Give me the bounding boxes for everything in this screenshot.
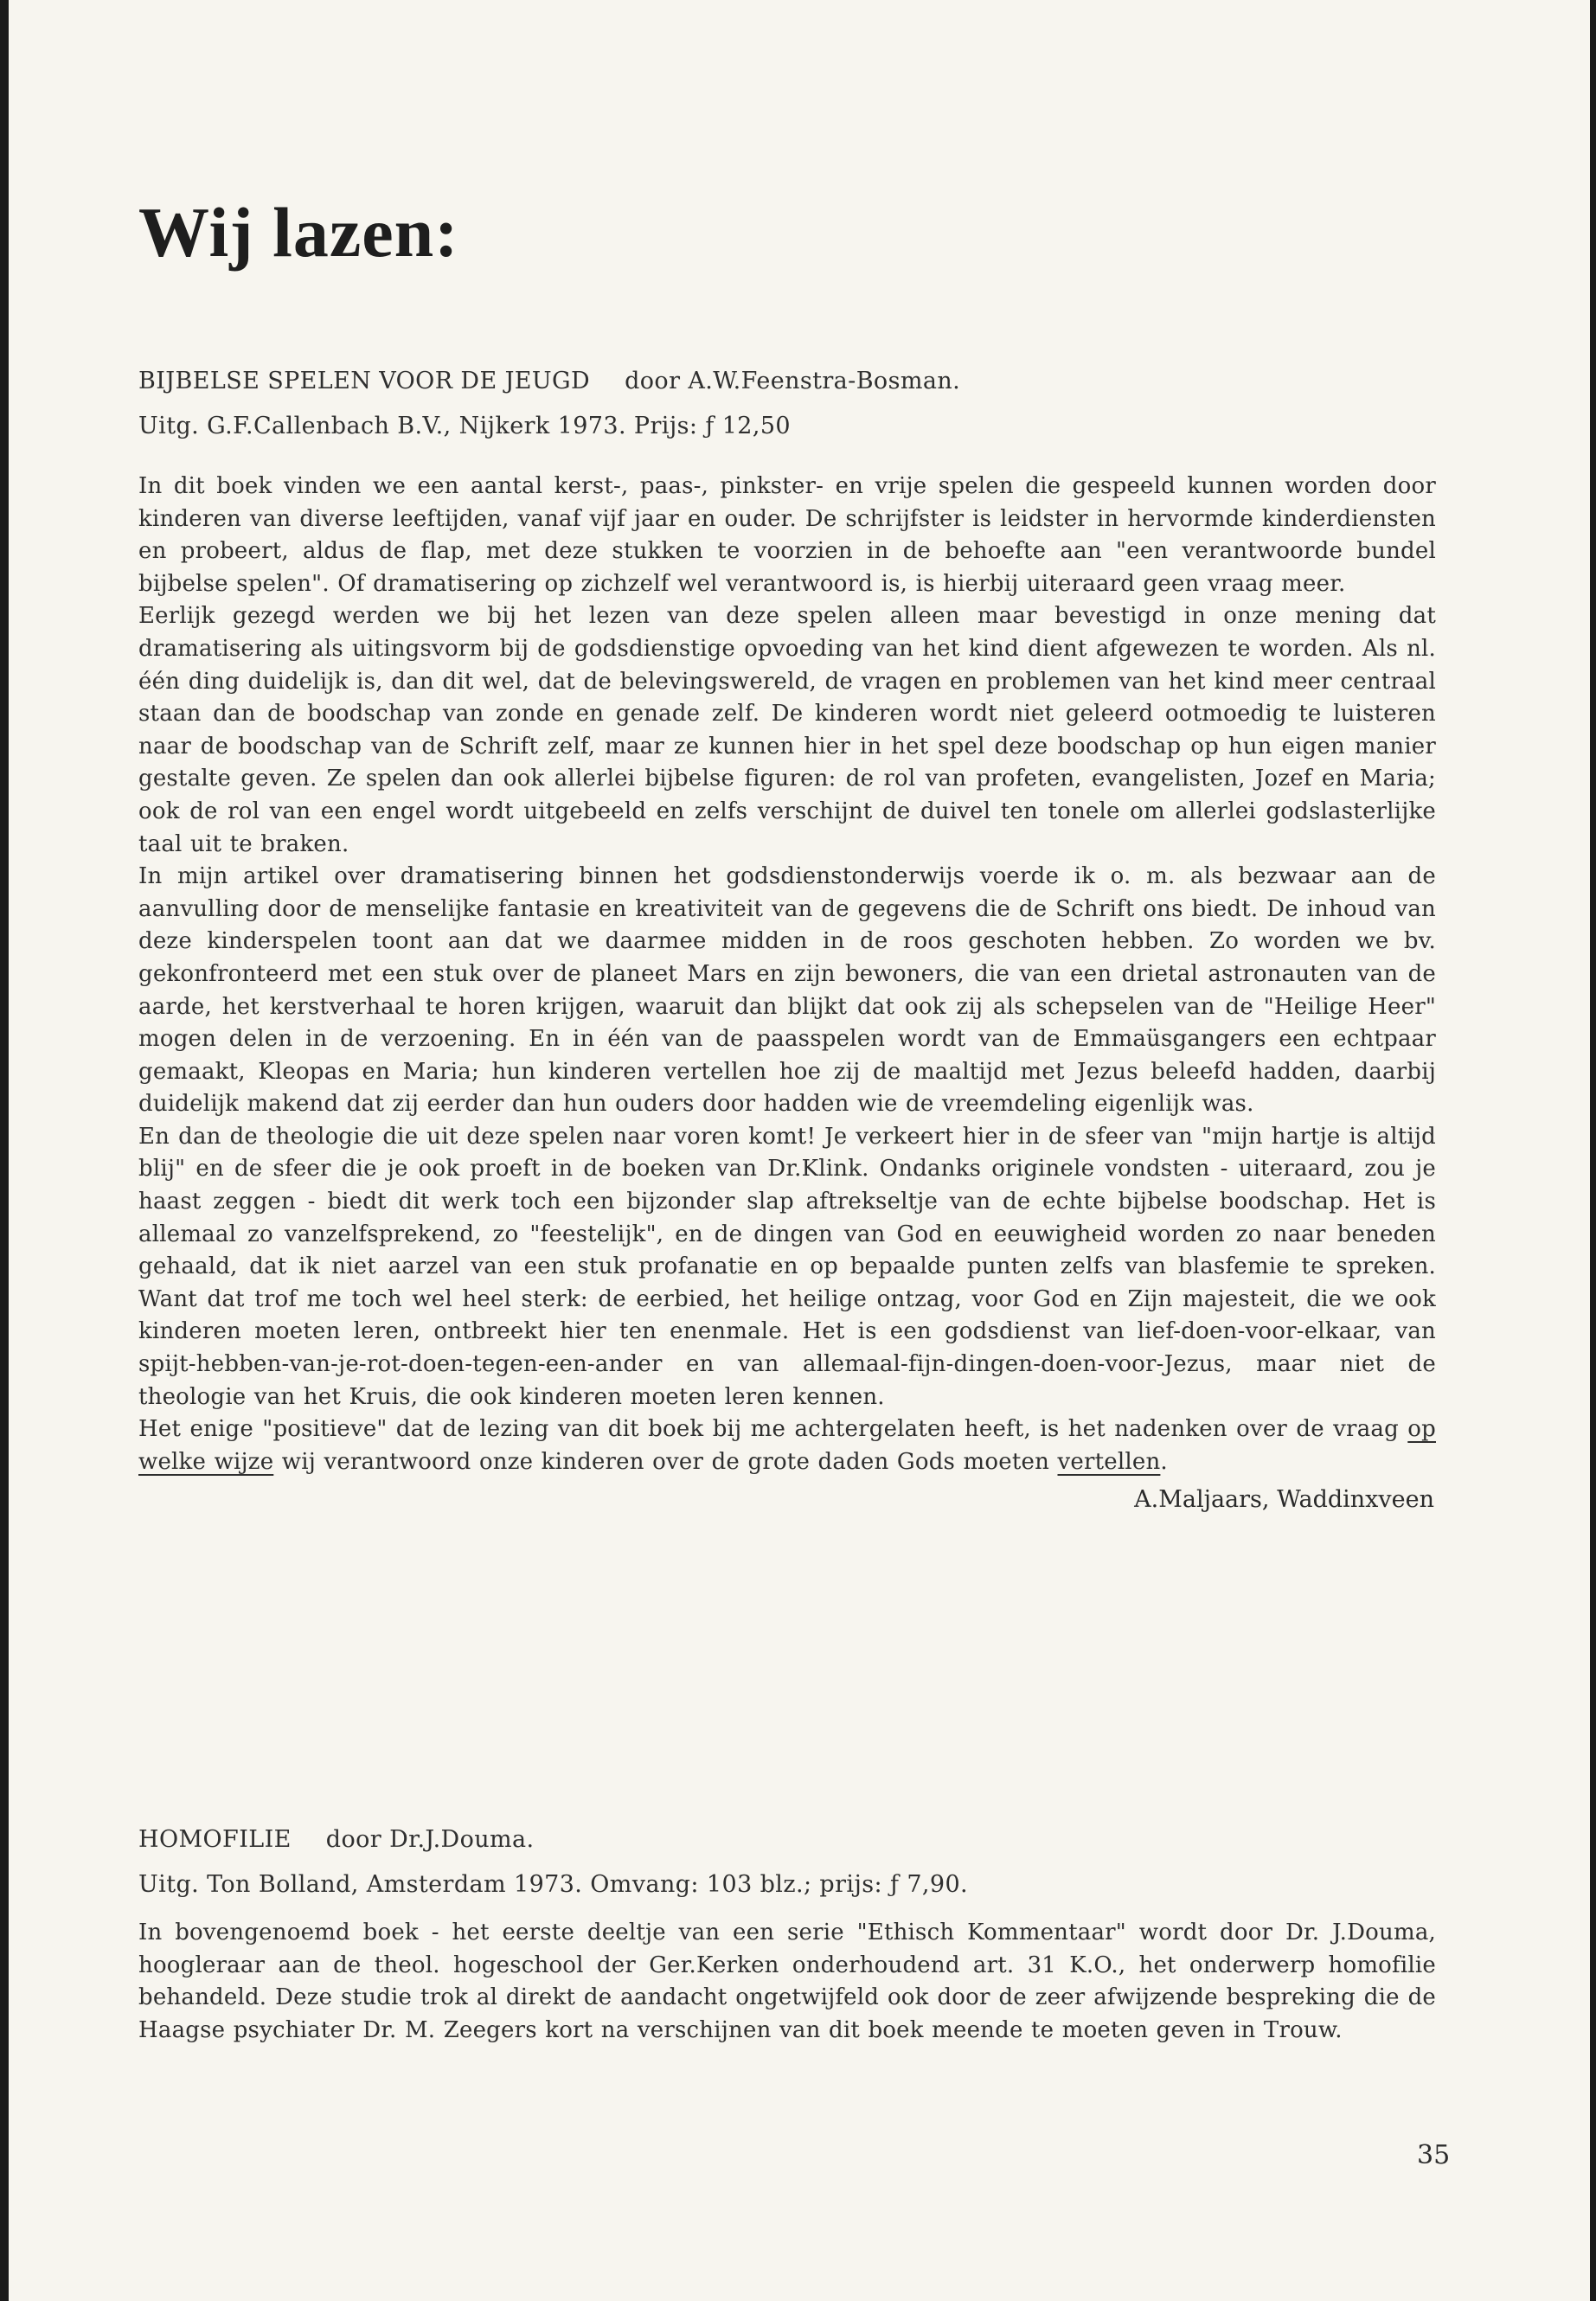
review-bijbelse-spelen: [138, 367, 1436, 1516]
review-paragraph: In bovengenoemd boek - het eerste deeltje van een serie "Ethisch Kommentaar" wordt door Dr. J.Douma, hoogleraar aan de theol. hogeschool der Ger.Kerken onderhoudend art. 31 K.O., het onderwerp homofilie behandeld. Deze studie trok al direkt de aandacht ongetwijfeld ook door de zeer afwijzende bespreking die de Haagse psychiater Dr. M. Zeegers kort na verschijnen van dit boek meende te moeten geven in Trouw.: [138, 1920, 1436, 2043]
book-author: door A.W.Feenstra-Bosman.: [625, 368, 961, 394]
underlined-phrase: vertellen: [1057, 1448, 1161, 1475]
underlined-phrase: op welke wijze: [138, 1416, 1436, 1475]
book-publisher: Uitg. G.F.Callenbach B.V., Nijkerk 1973. Prijs: ƒ 12,50: [138, 413, 791, 439]
review-paragraph: En dan de theologie die uit deze spelen naar voren komt! Je verkeert hier in de sfeer van "mijn hartje is altijd blij" en de sfeer die je ook proeft in de boeken van Dr.Klink. Ondanks originele vondsten - uiteraard, zou je haast zeggen - biedt dit werk toch een bijzonder slap aftrekseltje van de echte bijbelse boodschap. Het is allemaal zo vanzelfsprekend, zo "feestelijk", en de dingen van God en eeuwigheid worden zo naar beneden gehaald, dat ik niet aarzel van een stuk profanatie en op bepaalde punten zelfs van blasfemie te spreken. Want dat trof me toch wel heel sterk: de eerbied, het heilige ontzag, voor God en Zijn majesteit, die we ook kinderen moeten leren, ontbreekt hier ten enenmale. Het is een godsdienst van lief-doen-voor-elkaar, van spijt-hebben-van-je-rot-doen-tegen-een-ander en van allemaal-fijn-dingen-doen-voor-Jezus, maar niet de theologie van het Kruis, die ook kinderen moeten leren kennen.: [138, 1123, 1436, 1410]
review-signature: A.Maljaars, Waddinxveen: [1134, 1486, 1434, 1514]
book-title: HOMOFILIE: [138, 1826, 292, 1853]
closing-text: wij verantwoord onze kinderen over de grote daden Gods moeten: [273, 1448, 1058, 1475]
page: [9, 0, 1590, 2301]
review-paragraph: In mijn artikel over dramatisering binnen het godsdienstonderwijs voerde ik o. m. als bezwaar aan de aanvulling door de menselijke fantasie en kreativiteit van de gegevens die de Schrift ons biedt. De inhoud van deze kinderspelen toont aan dat we daarmee midden in de roos geschoten hebben. Zo worden we bv. gekonfronteerd met een stuk over de planeet Mars en zijn bewoners, die van een drietal astronauten van de aarde, het kerstverhaal te horen krijgen, waaruit dan blijkt dat ook zij als schepselen van de "Heilige Heer" mogen delen in de verzoening. En in één van de paasspelen wordt van de Emmaüsgangers een echtpaar gemaakt, Kleopas en Maria; hun kinderen vertellen hoe zij de maaltijd met Jezus beleefd hadden, daarbij duidelijk makend dat zij eerder dan hun ouders door hadden wie de vreemdeling eigenlijk was.: [138, 863, 1436, 1118]
page-title: Wij lazen:: [138, 193, 459, 272]
book-publisher: Uitg. Ton Bolland, Amsterdam 1973. Omvang: 103 blz.; prijs: ƒ 7,90.: [138, 1871, 969, 1898]
closing-text: Het enige "positieve" dat de lezing van dit boek bij me achtergelaten heeft, is het nadenken over de vraag: [138, 1416, 1408, 1443]
review-closing-paragraph: [138, 1413, 1436, 1478]
book-author: door Dr.J.Douma.: [325, 1826, 535, 1853]
review-homofilie: [138, 1825, 1436, 2047]
page-number: 35: [1417, 2140, 1451, 2170]
review-heading: [138, 1825, 1436, 1855]
review-heading: [138, 367, 1436, 396]
review-paragraph: Eerlijk gezegd werden we bij het lezen van deze spelen alleen maar bevestigd in onze mening dat dramatisering als uitingsvorm bij de godsdienstige opvoeding van het kind dient afgewezen te worden. Als nl. één ding duidelijk is, dan dit wel, dat de belevingswereld, de vragen en problemen van het kind meer centraal staan dan de boodschap van zonde en genade zelf. De kinderen wordt niet geleerd ootmoedig te luisteren naar de boodschap van de Schrift zelf, maar ze kunnen hier in het spel deze boodschap op hun eigen manier gestalte geven. Ze spelen dan ook allerlei bijbelse figuren: de rol van profeten, evangelisten, Jozef en Maria; ook de rol van een engel wordt uitgebeeld en zelfs verschijnt de duivel ten tonele om allerlei godslasterlijke taal uit te braken.: [138, 603, 1436, 857]
book-title: BIJBELSE SPELEN VOOR DE JEUGD: [138, 368, 591, 394]
closing-text: .: [1160, 1448, 1168, 1475]
review-body: [138, 471, 1436, 1478]
review-body: [138, 1917, 1436, 2047]
review-paragraph: In dit boek vinden we een aantal kerst-, paas-, pinkster- en vrije spelen die gespeeld kunnen worden door kinderen van diverse leeftijden, vanaf vijf jaar en ouder. De schrijfster is leidster in hervormde kinderdiensten en probeert, aldus de flap, met deze stukken te voorzien in de behoefte aan "een verantwoorde bundel bijbelse spelen". Of dramatisering op zichzelf wel verantwoord is, is hierbij uiteraard geen vraag meer.: [138, 473, 1436, 597]
